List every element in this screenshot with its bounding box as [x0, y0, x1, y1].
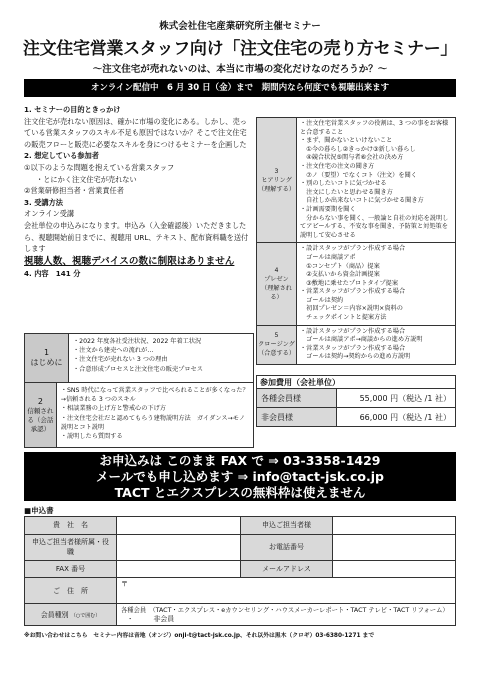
agenda-item: ・設計スタッフがプラン作成する場合 — [300, 245, 406, 253]
agenda-table — [24, 333, 254, 448]
fee-row — [257, 389, 456, 408]
address-field[interactable] — [117, 578, 456, 604]
agenda-title: 信頼される（会話承認） — [27, 407, 54, 433]
agenda-item: ・注文住宅の注文の聞き方 — [300, 162, 375, 170]
fee-title: 参加費用（会社単位） — [256, 375, 456, 389]
agenda-item: ・注文住宅会社だと認めてもらう建物説明方法 ガイダンス→モノ説明とコト説明 — [60, 414, 246, 431]
agenda-item: ④競合状況⑤関与者⑥会社の決め方 — [300, 154, 404, 162]
agenda-item: ②支払いから資金計画提案 — [300, 271, 380, 279]
email-field[interactable] — [333, 560, 456, 578]
phone-label: お電話番号 — [241, 534, 333, 560]
agenda-item: ③敷地に乗せたプロトタイプ提案 — [300, 279, 399, 287]
agenda-row-5 — [257, 326, 455, 364]
agenda-label — [257, 118, 297, 242]
organizer-line: 株式会社住宅産業研究所主催セミナー — [159, 21, 321, 32]
cta-fax[interactable]: お申込みは このまま FAX で ⇒ 03-3358-1429 — [99, 453, 381, 468]
agenda-item: ・まず、聞かないといけないこと — [300, 137, 393, 145]
agenda-item: ゴールは商談アポ→商談からの進め方説明 — [300, 336, 423, 344]
fee-label: 各種会員様 — [257, 389, 337, 408]
member-type-options[interactable] — [117, 604, 456, 626]
section-3-mode: オンライン受講 — [24, 209, 75, 219]
agenda-item: 注文にしたいと思わせる聞き方 — [300, 188, 393, 196]
agenda-number: 3 — [274, 167, 279, 175]
cta-email[interactable]: メールでも申し込めます ⇒ info@tact-jsk.co.jp — [96, 469, 384, 484]
staff-field[interactable] — [333, 517, 456, 535]
member-type-label — [25, 604, 117, 626]
section-3-notice: 視聴人数、視聴デバイスの数に制限はありません — [24, 255, 235, 267]
agenda-item: ・営業スタッフがプラン作成する場合 — [300, 288, 406, 296]
agenda-row-4 — [257, 243, 455, 325]
agenda-label — [257, 326, 297, 364]
agenda-subtitle: （合意する） — [257, 350, 296, 358]
agenda-item: ・2022 年度各社受注状況、2022 年着工状況 — [73, 338, 202, 345]
company-field[interactable] — [117, 517, 241, 535]
section-2-item-2: ②営業研修担当者・営業責任者 — [24, 186, 124, 196]
footer-contact: ※お問い合わせはこちら セミナー内容は音地（オンジ）onji-t@tact-jsk.co.jp、それ以外は黒木（クロギ）03-6380-1271 まで — [24, 633, 375, 639]
section-1-body: 注文住宅が売れない原因は、確かに市場の変化にある。しかし、売っている営業スタッフのスキル不足も原因ではないか？そこで注文住宅の販売フローと販売に必要なスキルを身につけるセミナーを企画した — [24, 116, 247, 149]
staff-label: 申込ご担当者様 — [241, 517, 333, 535]
section-4-heading: 4. 内容 141 分 — [24, 268, 81, 278]
agenda-label — [257, 243, 297, 324]
agenda-items — [297, 118, 455, 242]
address-label: ご 住 所 — [25, 578, 117, 604]
agenda-row — [25, 334, 253, 383]
fee-label: 非会員様 — [257, 408, 337, 427]
agenda-items — [297, 243, 455, 324]
member-type-text: 会員種別 — [40, 610, 69, 619]
agenda-item: ・設計スタッフがプラン作成する場合 — [300, 327, 406, 335]
company-label: 貴 社 名 — [25, 517, 117, 535]
agenda-item: ⑦ノ（要望）でなくコト（注文）を聞く — [300, 171, 417, 179]
agenda-item: ①コンセプト（商品）提案 — [300, 262, 380, 270]
staff-dept-label: 申込ご担当者様所属・役職 — [25, 534, 117, 560]
agenda-item: ゴールは契約→契約からの進め方説明 — [300, 353, 411, 361]
section-2-item-1-sub: ・とにかく注文住宅が売れない — [36, 174, 137, 184]
agenda-subtitle: （理解する） — [257, 185, 296, 193]
fee-row — [257, 408, 456, 427]
agenda-item: ・相談業務の上げ方と警戒心の下げ方 — [60, 405, 166, 413]
section-2-item-1: ①以下のような問題を抱えている営業スタッフ — [24, 162, 175, 172]
form-title: ■申込書 — [24, 506, 54, 515]
agenda-item: ・注文住宅営業スタッフの役割は、3 つの事をお客様と合意すること — [300, 120, 449, 136]
agenda-items — [297, 326, 455, 364]
member-bullet: ・ — [127, 616, 134, 623]
section-3-body: 会社単位の申込みになります。申込み（入金確認後）いただきましたら、視聴開始前日までに、視聴用 URL、テキスト、配布資料職を送付します — [24, 220, 249, 254]
agenda-title: クロージング — [258, 341, 295, 349]
section-1-heading: 1. セミナーの目的ときっかけ — [24, 105, 121, 114]
right-agenda-table — [256, 117, 456, 365]
section-2-heading: 2. 想定している参加者 — [24, 151, 99, 161]
agenda-number: 1 — [43, 348, 50, 357]
agenda-item: 自社しか出来ないコトに気づかせる聞き方 — [300, 197, 424, 205]
agenda-item: ・計画需要期を聞く — [300, 205, 356, 213]
postal-mark: 〒 — [121, 580, 128, 588]
agenda-item: ・注文から建売への流れが… — [73, 347, 154, 355]
agenda-item: ・合意形成プロセスと注文住宅の販売プロセス — [73, 365, 203, 373]
phone-field[interactable] — [333, 534, 456, 560]
agenda-subtitle: （理解される） — [261, 284, 292, 301]
agenda-item: ・注文住宅が売れない 3 つの理由 — [73, 356, 168, 364]
staff-dept-field[interactable] — [117, 534, 241, 560]
page-subtitle: ～注文住宅が売れないのは、本当に市場の変化だけなのだろうか？～ — [92, 64, 388, 75]
fax-label: FAX 番号 — [25, 560, 117, 578]
member-type-note: （○で囲む） — [70, 612, 101, 619]
agenda-item: ・別のしたいコトに気づかせる — [300, 180, 387, 188]
agenda-number: 5 — [274, 332, 279, 340]
online-banner: オンライン配信中 6 月 30 日（金）まで 期間内なら何度でも視聴出来ます — [24, 79, 456, 97]
agenda-item: ゴールは契約 — [300, 296, 344, 304]
agenda-items — [69, 334, 207, 382]
agenda-label — [25, 334, 69, 382]
agenda-title: はじめに — [30, 358, 63, 367]
application-form — [24, 516, 456, 626]
non-member-option[interactable]: 非会員 — [153, 615, 175, 623]
agenda-item: ①今の暮らし②きっかけ③新しい暮らし — [300, 145, 416, 153]
fee-value: 66,000 円（税込 /1 社） — [337, 408, 456, 427]
left-column — [24, 104, 249, 279]
agenda-number: 2 — [37, 397, 43, 406]
agenda-row — [25, 383, 253, 447]
agenda-item: チェックポイントと提案方法 — [300, 314, 387, 322]
cta-note: TACT とエクスプレスの無料枠は使えません — [114, 485, 366, 500]
section-3-heading: 3. 受講方法 — [24, 197, 63, 207]
agenda-items — [57, 383, 253, 447]
fee-value: 55,000 円（税込 /1 社） — [337, 389, 456, 408]
fax-field[interactable] — [117, 560, 241, 578]
agenda-item: ・営業スタッフがプラン作成する場合 — [300, 344, 406, 352]
agenda-item: ゴールは商談アポ — [300, 253, 356, 261]
agenda-row-3 — [257, 118, 455, 243]
page-title: 注文住宅営業スタッフ向け「注文住宅の売り方セミナー」 — [22, 39, 458, 59]
cta-block — [24, 452, 456, 501]
agenda-label — [25, 383, 57, 447]
member-options[interactable]: 各種会員 （TACT・エクスプレス・eカウンセリング・ハウスメーカーレポート・TACT テレビ・TACT リフォーム） — [121, 607, 449, 614]
agenda-number: 4 — [274, 266, 279, 274]
fee-table — [256, 388, 456, 427]
agenda-item: ・説明したら質問する — [60, 433, 123, 441]
agenda-item: 分からない事を聞く、一般論と自社の対応を説明してアピールする、不安な事を聞き、予防策と対処策を説明して安心させる — [300, 214, 449, 239]
agenda-title: プレゼン — [264, 275, 289, 283]
agenda-item: ・SNS 時代になって営業スタッフで比べられることが多くなった？→信頼される 3 つのスキル — [60, 387, 249, 404]
agenda-item: 初回プレゼン＝内容×説明×資料の — [300, 305, 403, 313]
agenda-title: ヒアリング — [261, 176, 292, 184]
email-label: メールアドレス — [241, 560, 333, 578]
